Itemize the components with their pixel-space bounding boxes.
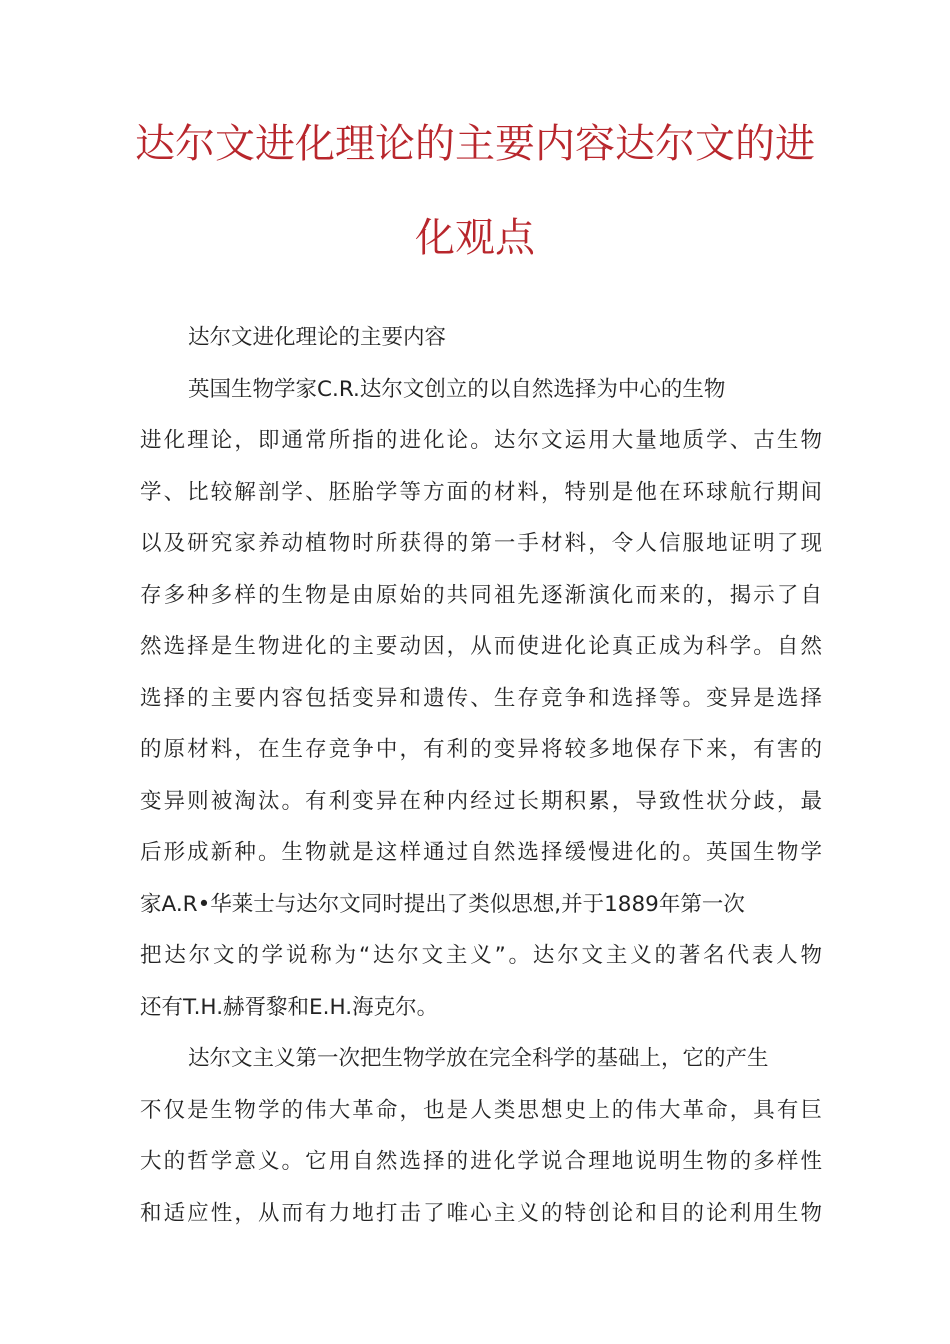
paragraph-line: 变异则被淘汰。有利变异在种内经过长期积累，导致性状分歧，最 <box>140 788 822 814</box>
paragraph-line: 还有T.H.赫胥黎和E.H.海克尔。 <box>140 994 439 1020</box>
subheading: 达尔文进化理论的主要内容 <box>188 325 447 350</box>
paragraph-line: 不仅是生物学的伟大革命，也是人类思想史上的伟大革命，具有巨 <box>140 1097 822 1123</box>
paragraph-line: 进化理论，即通常所指的进化论。达尔文运用大量地质学、古生物 <box>140 428 822 453</box>
paragraph-line: 后形成新种。生物就是这样通过自然选择缓慢进化的。英国生物学 <box>140 840 822 865</box>
paragraph-line: 学、比较解剖学、胚胎学等方面的材料，特别是他在环球航行期间 <box>140 479 822 505</box>
paragraph-line: 大的哲学意义。它用自然选择的进化学说合理地说明生物的多样性 <box>140 1149 822 1174</box>
document-body <box>140 318 822 1245</box>
paragraph-line: 把达尔文的学说称为“达尔文主义”。达尔文主义的著名代表人物 <box>140 943 822 968</box>
paragraph-line: 选择的主要内容包括变异和遗传、生存竞争和选择等。变异是选择 <box>140 685 822 711</box>
document-title-line-1: 达尔文进化理论的主要内容达尔文的进 <box>135 121 815 167</box>
paragraph-1 <box>140 370 822 1040</box>
paragraph-line: 和适应性，从而有力地打击了唯心主义的特创论和目的论利用生物 <box>140 1200 822 1226</box>
paragraph-line: 以及研究家养动植物时所获得的第一手材料，令人信服地证明了现 <box>140 531 822 556</box>
paragraph-line: 达尔文主义第一次把生物学放在完全科学的基础上，它的产生 <box>188 1046 769 1071</box>
document-title-line-2: 化观点 <box>415 215 535 261</box>
paragraph-line: 的原材料，在生存竞争中，有利的变异将较多地保存下来，有害的 <box>140 737 822 762</box>
paragraph-2 <box>140 1039 822 1245</box>
paragraph-line: 存多种多样的生物是由原始的共同祖先逐渐演化而来的，揭示了自 <box>140 582 822 608</box>
paragraph-line: 英国生物学家C.R.达尔文创立的以自然选择为中心的生物 <box>188 376 726 402</box>
paragraph-line: 家A.R•华莱士与达尔文同时提出了类似思想,并于1889年第一次 <box>140 891 745 917</box>
paragraph-line: 然选择是生物进化的主要动因，从而使进化论真正成为科学。自然 <box>140 634 822 659</box>
